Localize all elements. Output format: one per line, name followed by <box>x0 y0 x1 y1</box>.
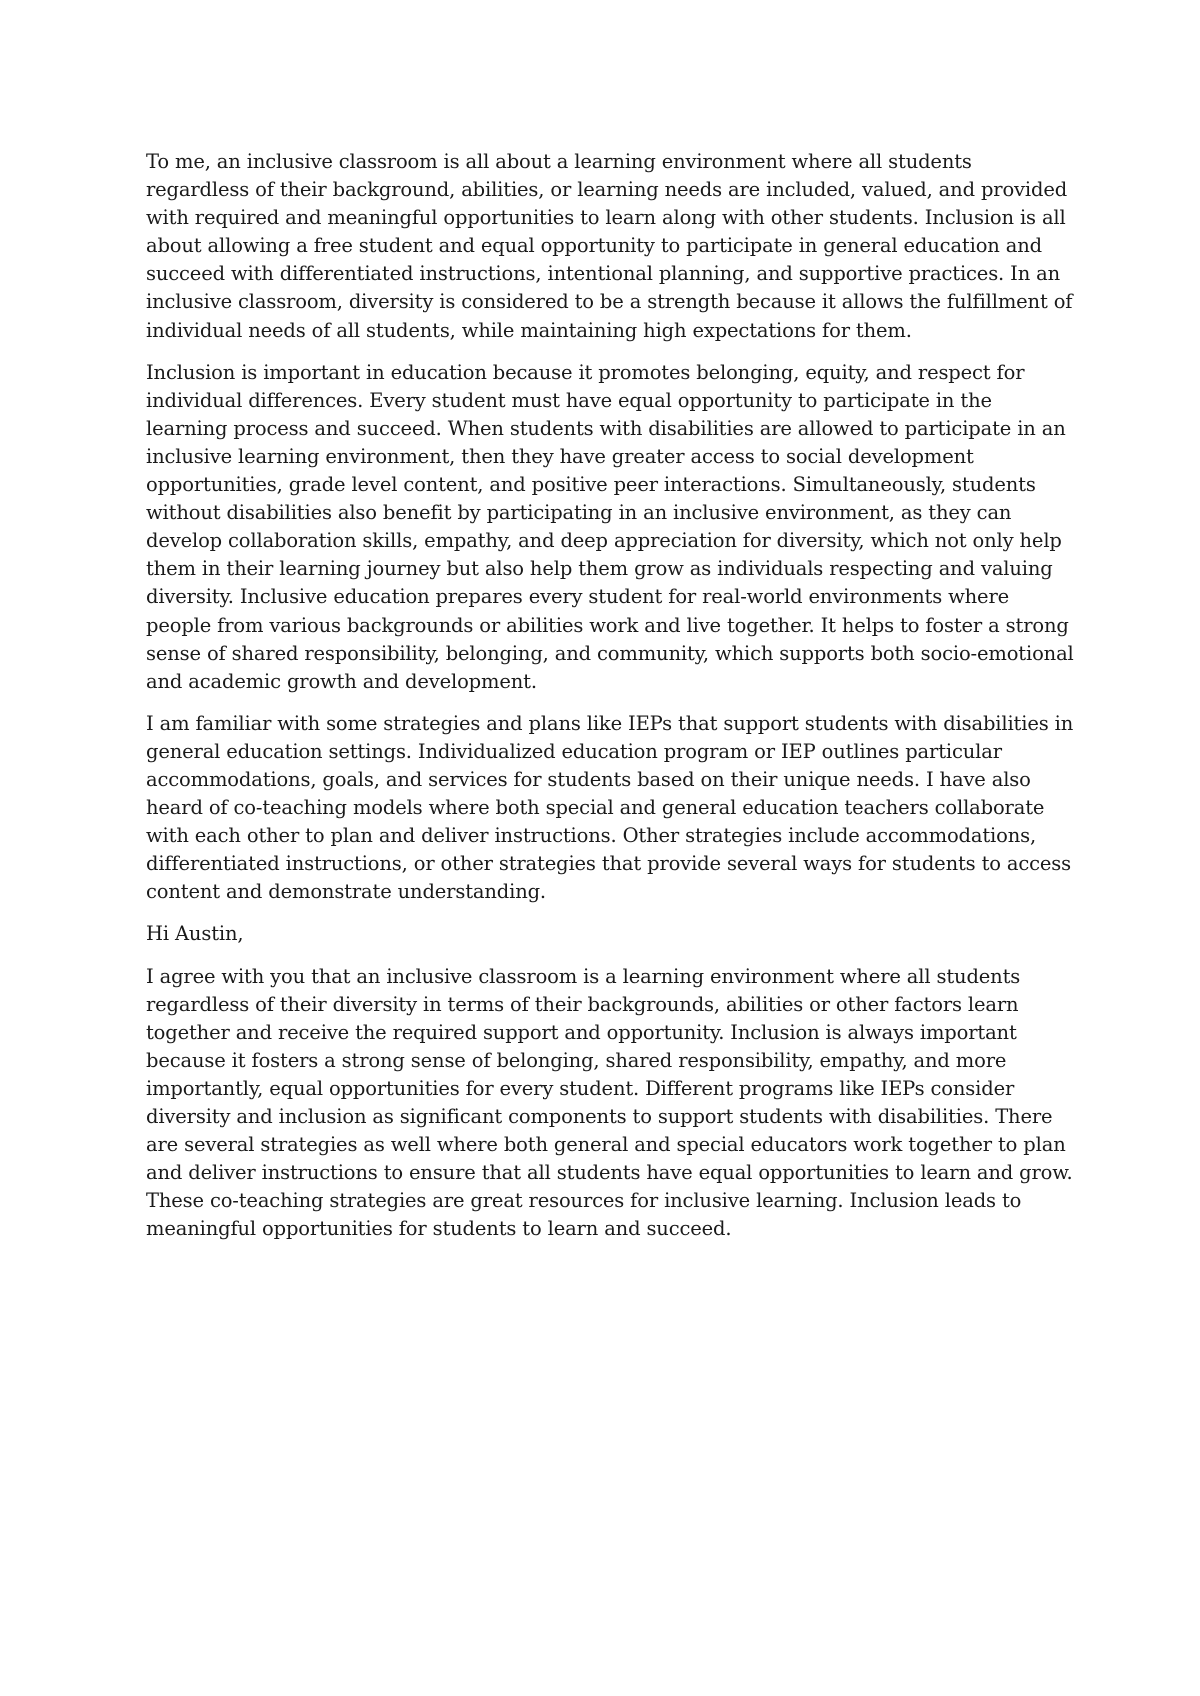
paragraph-reply-response: I agree with you that an inclusive classroom is a learning environment where all students regardless of their diversity in terms of their backgrounds, abilities or other factors learn together and receive the required support and opportunity. Inclusion is always important because it fosters a strong sense of belonging, shared responsibility, empathy, and more importantly, equal opportunities for every student. Different programs like IEPs consider diversity and inclusion as significant components to support students with disabilities. There are several strategies as well where both general and special educators work together to plan and deliver instructions to ensure that all students have equal opportunities to learn and grow. These co-teaching strategies are great resources for inclusive learning. Inclusion leads to meaningful opportunities for students to learn and succeed. <box>146 964 1073 1241</box>
paragraph-inclusive-classroom-definition: To me, an inclusive classroom is all about a learning environment where all students regardless of their background, abilities, or learning needs are included, valued, and provided with required and meaningful opportunities to learn along with other students. Inclusion is all about allowing a free student and equal opportunity to participate in general education and succeed with differentiated instructions, intentional planning, and supportive practices. In an inclusive classroom, diversity is considered to be a strength because it allows the fulfillment of individual needs of all students, while maintaining high expectations for them. <box>146 150 1073 342</box>
document-body <box>146 148 1076 1257</box>
reply-greeting: Hi Austin, <box>146 922 244 946</box>
paragraph-importance-of-inclusion: Inclusion is important in education because it promotes belonging, equity, and respect for individual differences. Every student must have equal opportunity to participate in the learning process and succeed. When students with disabilities are allowed to participate in an inclusive learning environment, then they have greater access to social development opportunities, grade level content, and positive peer interactions. Simultaneously, students without disabilities also benefit by participating in an inclusive environment, as they can develop collaboration skills, empathy, and deep appreciation for diversity, which not only help them in their learning journey but also help them grow as individuals respecting and valuing diversity. Inclusive education prepares every student for real-world environments where people from various backgrounds or abilities work and live together. It helps to foster a strong sense of shared responsibility, belonging, and community, which supports both socio-emotional and academic growth and development. <box>146 360 1074 693</box>
paragraph-strategies-ieps: I am familiar with some strategies and plans like IEPs that support students with disabilities in general education settings. Individualized education program or IEP outlines particular accommodations, goals, and services for students based on their unique needs. I have also heard of co-teaching models where both special and general education teachers collaborate with each other to plan and deliver instructions. Other strategies include accommodations, differentiated instructions, or other strategies that provide several ways for students to access content and demonstrate understanding. <box>146 711 1074 904</box>
